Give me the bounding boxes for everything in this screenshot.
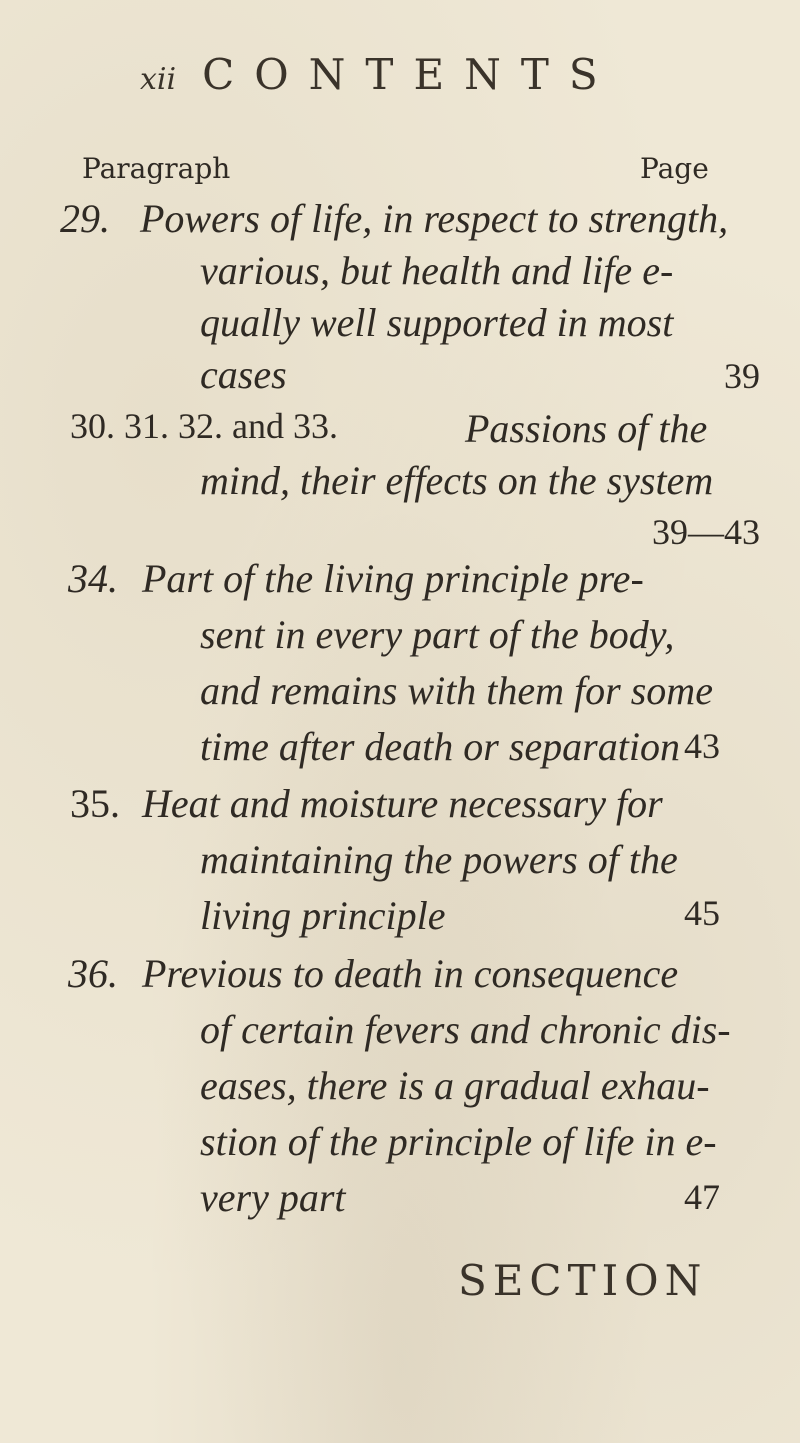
entry-line: Part of the living principle pre- bbox=[142, 556, 644, 601]
entry-line: Previous to death in consequence bbox=[142, 951, 679, 996]
entry-number: 30. 31. 32. and 33. bbox=[70, 406, 338, 446]
entry-number: 29. bbox=[60, 196, 110, 241]
entry-line: stion of the principle of life in e- bbox=[200, 1119, 717, 1164]
entry-number: 36. bbox=[68, 951, 118, 996]
entry-line: qually well supported in most bbox=[200, 300, 674, 345]
page-number: xii bbox=[140, 62, 177, 97]
entry-line: Heat and moisture necessary for bbox=[142, 781, 663, 826]
entry-line: mind, their effects on the system bbox=[200, 458, 714, 503]
entry-page: 39 bbox=[724, 356, 760, 396]
header-title: CONTENTS bbox=[202, 50, 618, 99]
column-heading-page: Page bbox=[640, 152, 709, 185]
entry-line: living principle bbox=[200, 893, 446, 938]
toc-entry-35 bbox=[60, 780, 760, 950]
entry-page: 47 bbox=[684, 1177, 720, 1217]
entry-line: maintaining the powers of the bbox=[200, 837, 678, 882]
catchword: SECTION bbox=[458, 1256, 708, 1305]
entry-line: time after death or separation bbox=[200, 724, 680, 769]
entry-line: and remains with them for some bbox=[200, 668, 713, 713]
column-heading-paragraph: Paragraph bbox=[82, 152, 231, 185]
entry-page: 43 bbox=[684, 726, 720, 766]
toc-entry-30-33 bbox=[60, 405, 760, 565]
entry-line: sent in every part of the body, bbox=[200, 612, 675, 657]
entry-page: 45 bbox=[684, 893, 720, 933]
entry-line: Powers of life, in respect to strength, bbox=[140, 196, 729, 241]
toc-entry-34 bbox=[60, 555, 760, 775]
toc-entry-36 bbox=[60, 950, 760, 1240]
entry-line: eases, there is a gradual exhau- bbox=[200, 1063, 710, 1108]
entry-page: 39—43 bbox=[652, 512, 760, 552]
entry-number: 34. bbox=[68, 556, 118, 601]
toc-entry-29 bbox=[60, 195, 760, 395]
running-header bbox=[140, 50, 618, 99]
entry-line: various, but health and life e- bbox=[200, 248, 674, 293]
entry-line: of certain fevers and chronic dis- bbox=[200, 1007, 731, 1052]
entry-line: very part bbox=[200, 1175, 346, 1220]
entry-number: 35. bbox=[70, 781, 120, 826]
entry-line: cases bbox=[200, 352, 287, 397]
entry-line: Passions of the bbox=[465, 406, 708, 451]
